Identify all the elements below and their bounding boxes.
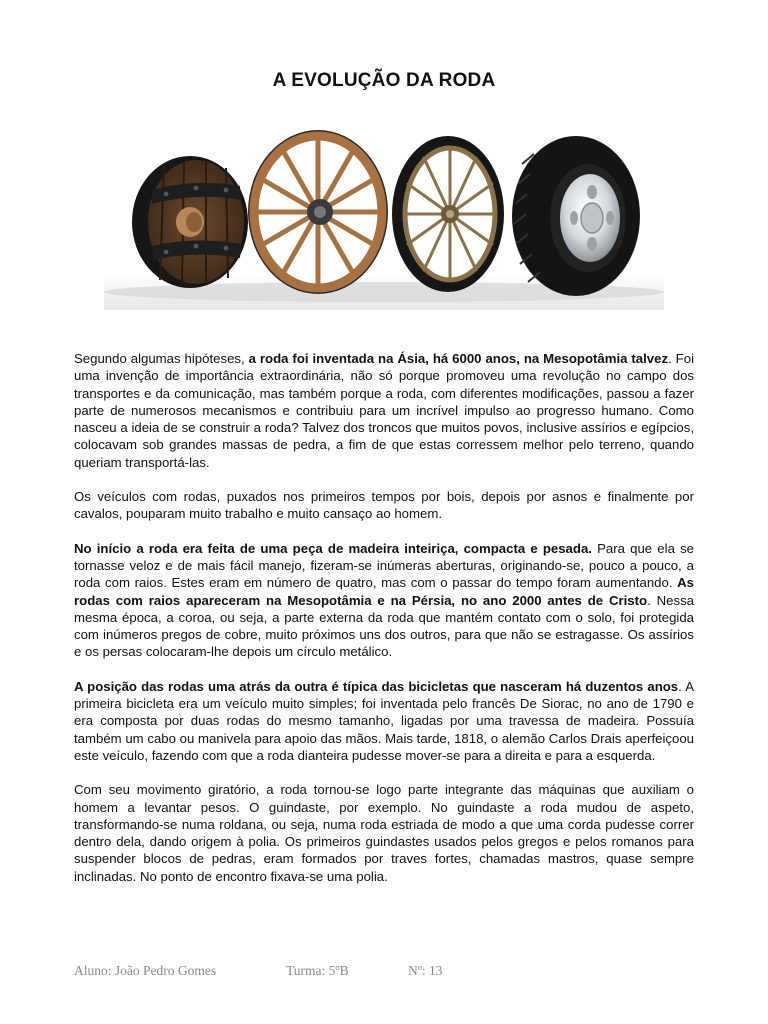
- highlighted-text: As rodas com raios apareceram na Mesopotâmia e na Pérsia, no ano 2000 antes de Cristo: [74, 575, 694, 608]
- page-title: A EVOLUÇÃO DA RODA: [272, 70, 496, 91]
- paragraph-text: . Nessa mesma época, a coroa, ou seja, a parte externa da roda que mantém contato com o solo, foi protegida com inúmeros pregos de cobre, muito próximos uns dos outros, para que não se estragasse. Os assírios e os persas colocaram-lhe depois um círculo metálico.: [74, 592, 694, 660]
- paragraph: [74, 781, 694, 885]
- paragraph: [74, 678, 694, 764]
- article-body: [74, 350, 694, 902]
- wheel-evolution-illustration: [104, 124, 664, 310]
- solid-wooden-wheel: [132, 156, 248, 288]
- spoked-wheel-with-rubber-tire: [392, 136, 504, 292]
- student-number: Nº: 13: [408, 963, 443, 978]
- paragraph-text: Segundo algumas hipóteses,: [74, 351, 249, 366]
- modern-car-tire: [512, 136, 640, 296]
- paragraph-text: . A primeira bicicleta era um veículo muito simples; foi inventada pelo francês De Siorac, no ano de 1790 e era composta por duas rodas do mesmo tamanho, ligadas por uma travessa de madeira. Possuía também um cabo ou manivela para apoio das mãos. Mais tarde, 1818, o alemão Carlos Drais aperfeiçoou este veículo, fazendo com que a roda dianteira pudesse mover-se para a direita e para a esquerda.: [74, 678, 694, 763]
- paragraph: [74, 540, 694, 661]
- paragraph-text: . Foi uma invenção de importância extraordinária, não só porque promoveu uma revolução no campo dos transportes e da comunicação, mas também porque a roda, com diferentes modificações, passou a fazer parte de numerosos mecanismos e contribuiu para um incrível impulso ao progresso humano. Como nasceu a ideia de se construir a roda? Talvez dos troncos que muitos povos, inclusive assírios e egípcios, colocavam sob grandes massas de pedra, a fim de que estas corressem melhor pelo terreno, quando queriam transportá-las.: [74, 351, 694, 470]
- highlighted-text: No início a roda era feita de uma peça de madeira inteiriça, compacta e pesada.: [74, 540, 592, 556]
- paragraph-text: Para que ela se tornasse veloz e de mais fácil manejo, fizeram-se inúmeras aberturas, originando-se, pouco a pouco, a roda com raios. Estes eram em número de quatro, mas com o passar do tempo foram aumentando.: [74, 540, 695, 591]
- spoked-wooden-wheel: [248, 130, 388, 294]
- highlighted-text: a roda foi inventada na Ásia, há 6000 anos, na Mesopotâmia talvez: [248, 351, 669, 366]
- student-class: Turma: 5ºB: [286, 963, 349, 978]
- paragraph-text: Com seu movimento giratório, a roda tornou-se logo parte integrante das máquinas que auxiliam o homem a levantar pesos. O guindaste, por exemplo. No guindaste a roda mudou de aspeto, transformando-se numa roldana, ou seja, numa roda estriada de modo a que uma corda pudesse correr dentro dela, dando origem à polia. Os primeiros guindastes usados pelos gregos e pelos romanos para suspender blocos de pedras, eram formados por traves fortes, chamadas mastros, quase sempre inclinadas. No ponto de encontro fixava-se uma polia.: [74, 782, 694, 884]
- student-name: Aluno: João Pedro Gomes: [74, 963, 217, 978]
- paragraph-text: Os veículos com rodas, puxados nos primeiros tempos por bois, depois por asnos e finalmente por cavalos, pouparam muito trabalho e muito cansaço ao homem.: [74, 489, 694, 522]
- paragraph: [74, 350, 694, 471]
- paragraph: [74, 488, 694, 523]
- highlighted-text: A posição das rodas uma atrás da outra é típica das bicicletas que nasceram há duzentos anos: [74, 678, 679, 694]
